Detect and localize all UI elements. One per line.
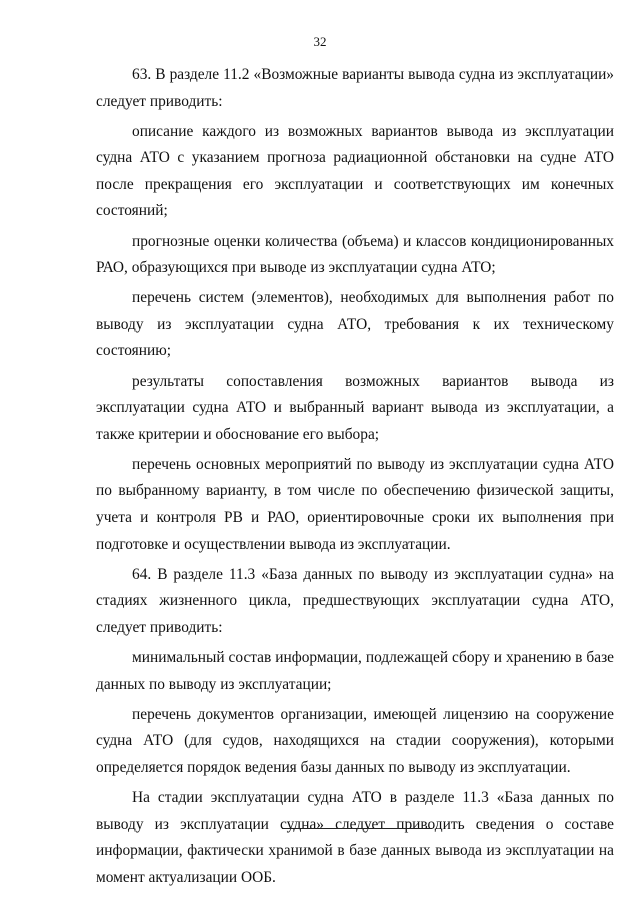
paragraph-decommissioning-options: описание каждого из возможных вариантов вывода из эксплуатации судна АТО с указанием прогноза радиационной обстановки на судне АТО после прекращения его эксплуатации и соответствующих им конечных состояний;: [96, 122, 614, 220]
page-number: 32: [313, 34, 327, 49]
paragraph-minimal-info: минимальный состав информации, подлежащей сбору и хранению в базе данных по выводу из эксплуатации;: [96, 648, 614, 693]
paragraph-63-heading: 63. В разделе 11.2 «Возможные варианты вывода судна из эксплуатации» следует приводить:: [96, 66, 614, 110]
paragraph-rao-estimates: прогнозные оценки количества (объема) и классов кондиционированных РАО, образующихся при выводе из эксплуатации судна АТО;: [96, 232, 614, 277]
paragraph-comparison-results: результаты сопоставления возможных вариантов вывода из эксплуатации судна АТО и выбранный вариант вывода из эксплуатации, а также критерии и обоснование его выбора;: [96, 372, 614, 443]
paragraph-systems-list: перечень систем (элементов), необходимых для выполнения работ по выводу из эксплуатации судна АТО, требования к их техническому состоянию;: [96, 289, 614, 360]
paragraph-documents-list: перечень документов организации, имеющей лицензию на сооружение судна АТО (для судов, находящихся на стадии сооружения), которыми определяется порядок ведения базы данных по выводу из эксплуатации.: [96, 705, 614, 776]
paragraph-main-measures: перечень основных мероприятий по выводу из эксплуатации судна АТО по выбранному варианту, в том числе по обеспечению физической защиты, учета и контроля РВ и РАО, ориентировочные сроки их выполнения при подготовке и осуществлении вывода из эксплуатации.: [96, 455, 614, 553]
paragraph-operation-stage: На стадии эксплуатации судна АТО в разделе 11.3 «База данных по выводу из эксплуатации судна» следует приводить сведения о составе информации, фактически хранимой в базе данных вывода из эксплуатации на момент актуализации ООБ.: [96, 788, 614, 886]
closing-separator-line: [282, 828, 432, 829]
paragraph-64-heading: 64. В разделе 11.3 «База данных по выводу из эксплуатации судна» на стадиях жизненного цикла, предшествующих эксплуатации судна АТО, следует приводить:: [96, 565, 614, 636]
document-body: [96, 62, 614, 895]
